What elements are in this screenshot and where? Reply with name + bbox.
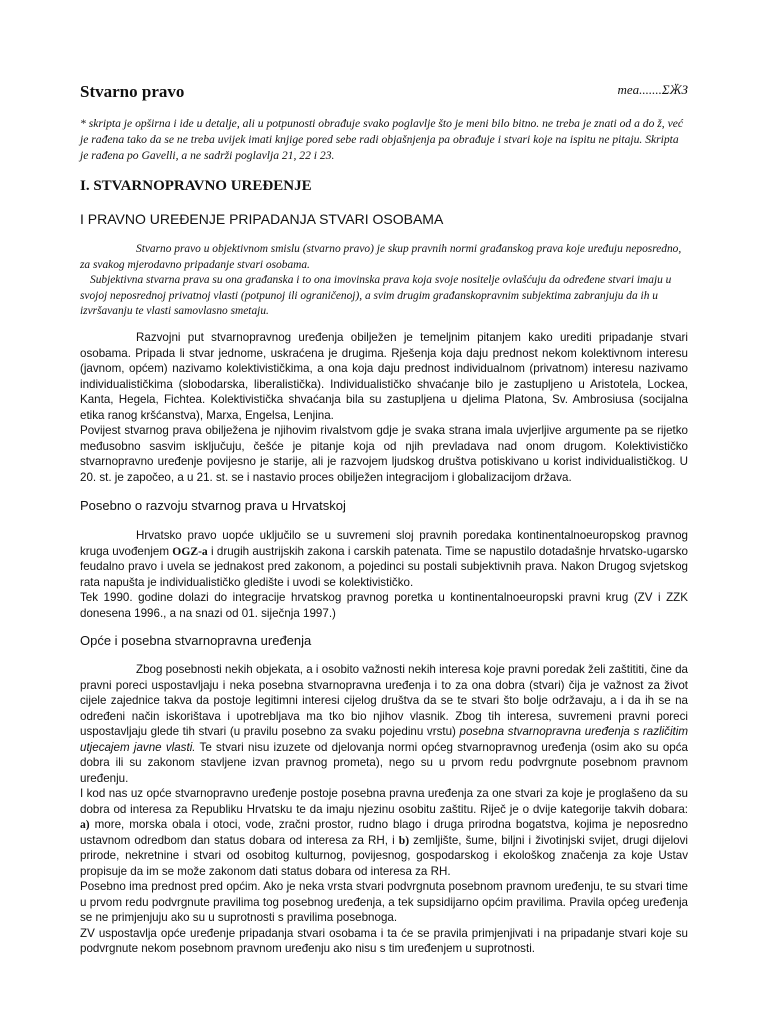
croatia-paragraph-2: Tek 1990. godine dolazi do integracije hrvatskog pravnog poretka u kontinentalnoeuropski pravni krug (ZV i ZZK donesena 1996., a na snazi od 01. siječnja 1997.) bbox=[80, 591, 688, 620]
general-p2-middle: more, morska obala i otoci, vode, zračni prostor, rudno blago i druga prirodna bogatstva, kojima je neposredno ustavnom odredbom dan status dobara od interesa za RH, i bbox=[80, 818, 688, 847]
general-paragraph-4: ZV uspostavlja opće uređenje pripadanja stvari osobama i ta će se pravila primjenjivati i na pripadanje stvari koje su podvrgnute nekom posebnom pravnom uređenju ako nisu s tim uređenjem u suprotnosti. bbox=[80, 926, 688, 955]
croatia-heading: Posebno o razvoju stvarnog prava u Hrvatskoj bbox=[80, 498, 346, 513]
croatia-paragraph-1 bbox=[80, 528, 688, 590]
general-paragraph-1 bbox=[80, 662, 688, 786]
category-a-marker: a) bbox=[80, 818, 90, 831]
document-header bbox=[80, 82, 688, 104]
development-paragraph-1: Razvojni put stvarnopravnog uređenja obilježen je temeljnim pitanjem kako urediti pripadanje stvari osobama. Pripada li stvar jednome, uskraćena je drugima. Rješenja koja daju prednost nekom kolektivnom interesu (javnom, općem) nazivamo kolektivističkima, a ona koja daju prednost individualnom (privatnom) interesu nazivamo individualističkima (slobodarska, liberalistička). Individualističko shvaćanje bilo je zastupljeno u Aristotela, Lockea, Kanta, Hegela, Fichtea. Kolektivistička shvaćanja bila su zastupljena u djelima Platona, Sv. Ambrosiusa (socijalna etika ranog kršćanstva), Marxa, Engelsa, Lenjina. bbox=[80, 331, 688, 422]
croatia-p1-end: i drugih austrijskih zakona i carskih patenata. Time se napustilo dotadašnje hrvatsko-ugarsko feudalno pravo i uvela se jednakost pred zakonom, a pojedinci su postali subjektivnih prava. Nakon Drugog svjetskog rata napušta je individualističko gledište i uvodi se kolektivističko. bbox=[80, 544, 688, 589]
general-p1-start: Zbog posebnosti nekih objekata, a i osobito važnosti nekih interesa koje pravni poredak želi zaštititi, čine da pravni poreci uspostavljaju i neka posebna stvarnopravna uređenja i to za ona dobra (stvari) čija je važnost za život cijele zajednice takva da postoje legitimni interesi cijelog društva da se te stvari što bolje održavaju, a i da ih se na određeni način iskorištava i upotrebljava ma tko bio njihov vlasnik. Zbog tih interesa, suvremeni pravni poreci uspostavljaju glede tih stvari (u pravilu posebno za svaku pojedinu vrstu) bbox=[80, 663, 688, 738]
general-heading: Opće i posebna stvarnopravna uređenja bbox=[80, 633, 312, 648]
general-p2-end: zemljište, šume, biljni i životinjski svijet, drugi dijelovi prirode, nekretnine i stvari od osobitog kulturnog, povijesnog, gospodarskog i ekološkog značenja za koje Ustav propisuje da im se može zakonom dati status dobara od interesa za RH. bbox=[80, 833, 688, 878]
definition-block bbox=[80, 242, 688, 320]
general-p1-italic: posebna stvarnopravna uređenja s različitim utjecajem javne vlasti. bbox=[80, 725, 688, 754]
croatia-text bbox=[80, 528, 688, 621]
author-signature: mea.......ΣӜЗ bbox=[617, 82, 688, 97]
intro-note: * skripta je opširna i ide u detalje, ali u potpunosti obrađuje svako poglavlje što je meni bilo bitno. ne treba je znati od a do ž, već je rađena tako da se ne treba uvijek imati knjige pored sebe radi objašnjenja pa obrađuje i stvari koje na ispitu ne pitaju. Skripta je rađena po Gavelli, a ne sadrži poglavlja 21, 22 i 23. bbox=[80, 117, 684, 162]
development-text bbox=[80, 330, 688, 485]
category-b-marker: b) bbox=[398, 833, 410, 847]
section-heading: I. STVARNOPRAVNO UREĐENJE bbox=[80, 178, 312, 194]
section-subheading: I PRAVNO UREĐENJE PRIPADANJA STVARI OSOBAMA bbox=[80, 211, 444, 227]
croatia-p1-start: Hrvatsko pravo uopće uključilo se u suvremeni sloj pravnih poredaka kontinentalnoeuropskog pravnog kruga uvođenjem bbox=[80, 529, 688, 558]
general-p2-start: I kod nas uz opće stvarnopravno uređenje postoje posebna pravna uređenja za one stvari za koje je proglašeno da su dobra od interesa za Republiku Hrvatsku te da imaju njezinu osobitu zaštitu. Riječ je o dvije kategorije takvih dobara: bbox=[80, 787, 688, 816]
ogz-term: OGZ-a bbox=[172, 544, 208, 558]
development-paragraph-2: Povijest stvarnog prava obilježena je njihovim rivalstvom gdje je svaka strana imala uvjerljive argumente pa se rijetko međusobno sasvim isključuju, češće je pitanje koja od njih prevladava nad onom drugom. Kolektivističko stvarnopravno uređenje povijesno je starije, ali je razvojem ljudskog društva potiskivano u korist individualističkog. U 20. st. je započeo, a u 21. st. se i nastavio proces obilježen integracijom i globalizacijom država. bbox=[80, 424, 688, 484]
document-title: Stvarno pravo bbox=[80, 82, 185, 101]
general-paragraph-2 bbox=[80, 786, 688, 879]
general-paragraph-3: Posebno ima prednost pred općim. Ako je neka vrsta stvari podvrgnuta posebnom pravnom uređenju, te su stvari time u prvom redu podvrgnute pravilima tog posebnog uređenja, a tek supsidijarno općim pravilima. Pravila općeg uređenja se ne primjenjuju ako su u suprotnosti s pravilima posebnoga. bbox=[80, 880, 688, 924]
general-text bbox=[80, 662, 688, 957]
general-p1-end: Te stvari nisu izuzete od djelovanja normi općeg stvarnopravnog uređenja (osim ako su opća dobra ili su zakonom stavljene izvan pravnog prometa), nego su u prvom redu podvrgnute posebnom pravnom uređenju. bbox=[80, 740, 688, 785]
definition-objective: Stvarno pravo u objektivnom smislu (stvarno pravo) je skup pravnih normi građanskog prava koje uređuju neposredno, za svakog mjerodavno pripadanje stvari osobama. bbox=[80, 243, 682, 271]
definition-subjective: Subjektivna stvarna prava su ona građanska i to ona imovinska prava koja svoje nositelje ovlašćuju da određene stvari imaju u svojoj neposrednoj privatnoj vlasti (potpunoj ili ograničenoj), a svim drugim građanskopravnim subjektima zabranjuju da ih u izvršavanju te vlasti samovlasno smetaju. bbox=[80, 274, 672, 317]
